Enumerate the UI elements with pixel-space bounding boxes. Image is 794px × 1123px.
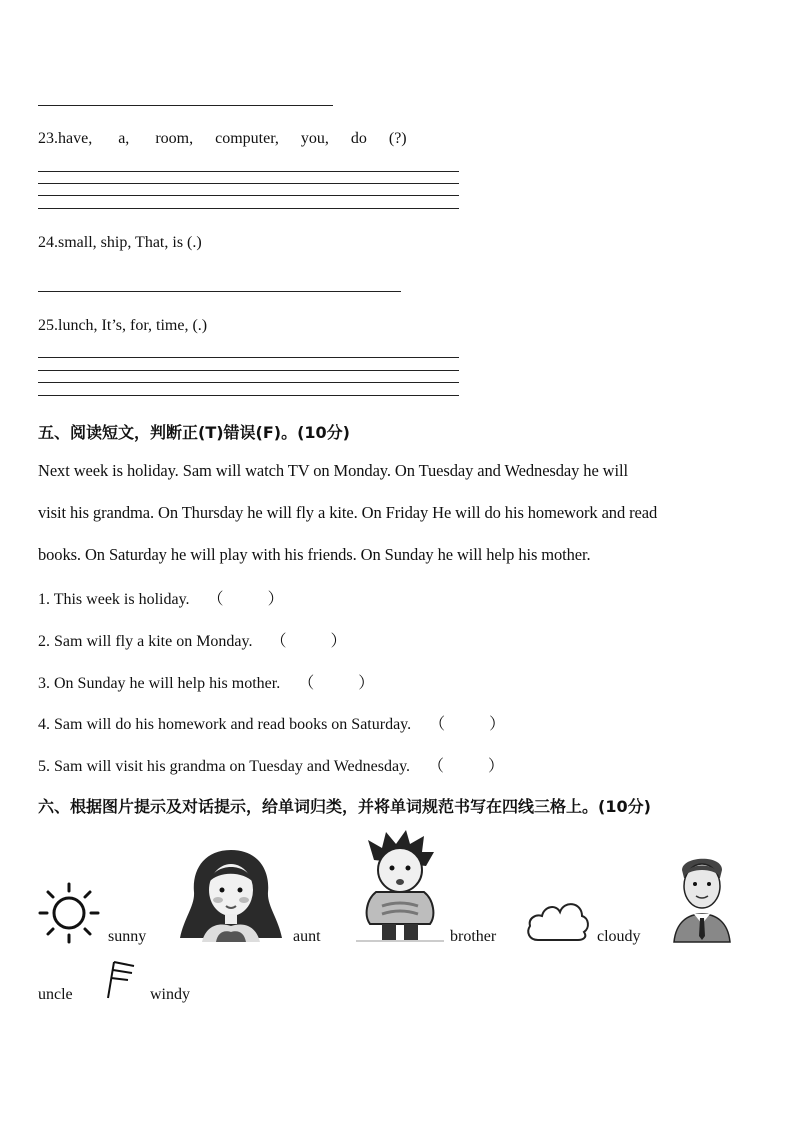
- tf-item-3: [38, 670, 374, 693]
- sun-icon: [38, 882, 100, 944]
- word: (?): [388, 130, 407, 147]
- passage-line-2: visit his grandma. On Thursday he will fly a kite. On Friday He will do his homework and read: [38, 503, 658, 522]
- answer-line-q24: [38, 291, 401, 292]
- cloud-icon: [526, 896, 590, 942]
- section-5-title: 五、阅读短文，判断正(T)错误(F)。(10分): [38, 423, 350, 442]
- word: you,: [300, 130, 329, 147]
- tf-statement: 1. This week is holiday.: [38, 591, 190, 608]
- section-6-title: 六、根据图片提示及对话提示，给单词归类，并将单词规范书写在四线三格上。(10分): [38, 797, 651, 816]
- question-number: 24.: [38, 234, 58, 251]
- question-23: [38, 130, 407, 148]
- answer-blank[interactable]: （ ）: [298, 675, 375, 692]
- answer-blank[interactable]: （ ）: [270, 633, 347, 650]
- label-sunny: sunny: [108, 928, 147, 945]
- tf-item-4: [38, 711, 505, 734]
- answer-blank[interactable]: （ ）: [429, 716, 506, 733]
- tf-statement: 2. Sam will fly a kite on Monday.: [38, 633, 253, 650]
- word: room,: [155, 130, 194, 147]
- aunt-icon: [176, 846, 286, 942]
- passage-line-3: books. On Saturday he will play with his friends. On Sunday he will help his mother.: [38, 545, 591, 564]
- answer-blank[interactable]: （ ）: [428, 758, 505, 775]
- label-uncle: uncle: [38, 986, 73, 1003]
- question-text: lunch, It’s, for, time, (.): [58, 317, 208, 334]
- brother-icon: [356, 830, 444, 942]
- word: computer,: [215, 130, 279, 147]
- tf-statement: 3. On Sunday he will help his mother.: [38, 675, 281, 692]
- question-text: small, ship, That, is (.): [58, 234, 202, 251]
- tf-statement: 4. Sam will do his homework and read books on Saturday.: [38, 716, 412, 733]
- question-24: [38, 234, 202, 252]
- answer-blank[interactable]: （ ）: [207, 591, 284, 608]
- word: do: [350, 130, 367, 147]
- tf-item-1: [38, 586, 284, 609]
- tf-statement: 5. Sam will visit his grandma on Tuesday and Wednesday.: [38, 758, 411, 775]
- word: a,: [118, 130, 130, 147]
- label-brother: brother: [450, 928, 497, 945]
- answer-line-q22: [38, 105, 333, 106]
- question-number: 25.: [38, 317, 58, 334]
- passage-line-1: Next week is holiday. Sam will watch TV on Monday. On Tuesday and Wednesday he will: [38, 461, 628, 480]
- label-windy: windy: [150, 986, 190, 1003]
- question-25: [38, 317, 207, 335]
- uncle-icon: [672, 852, 732, 942]
- label-cloudy: cloudy: [597, 928, 641, 945]
- word: have,: [58, 130, 93, 147]
- tf-item-2: [38, 628, 347, 651]
- tf-item-5: [38, 753, 504, 776]
- question-number: 23.: [38, 130, 58, 147]
- label-aunt: aunt: [293, 928, 321, 945]
- wind-flag-icon: [106, 960, 140, 1000]
